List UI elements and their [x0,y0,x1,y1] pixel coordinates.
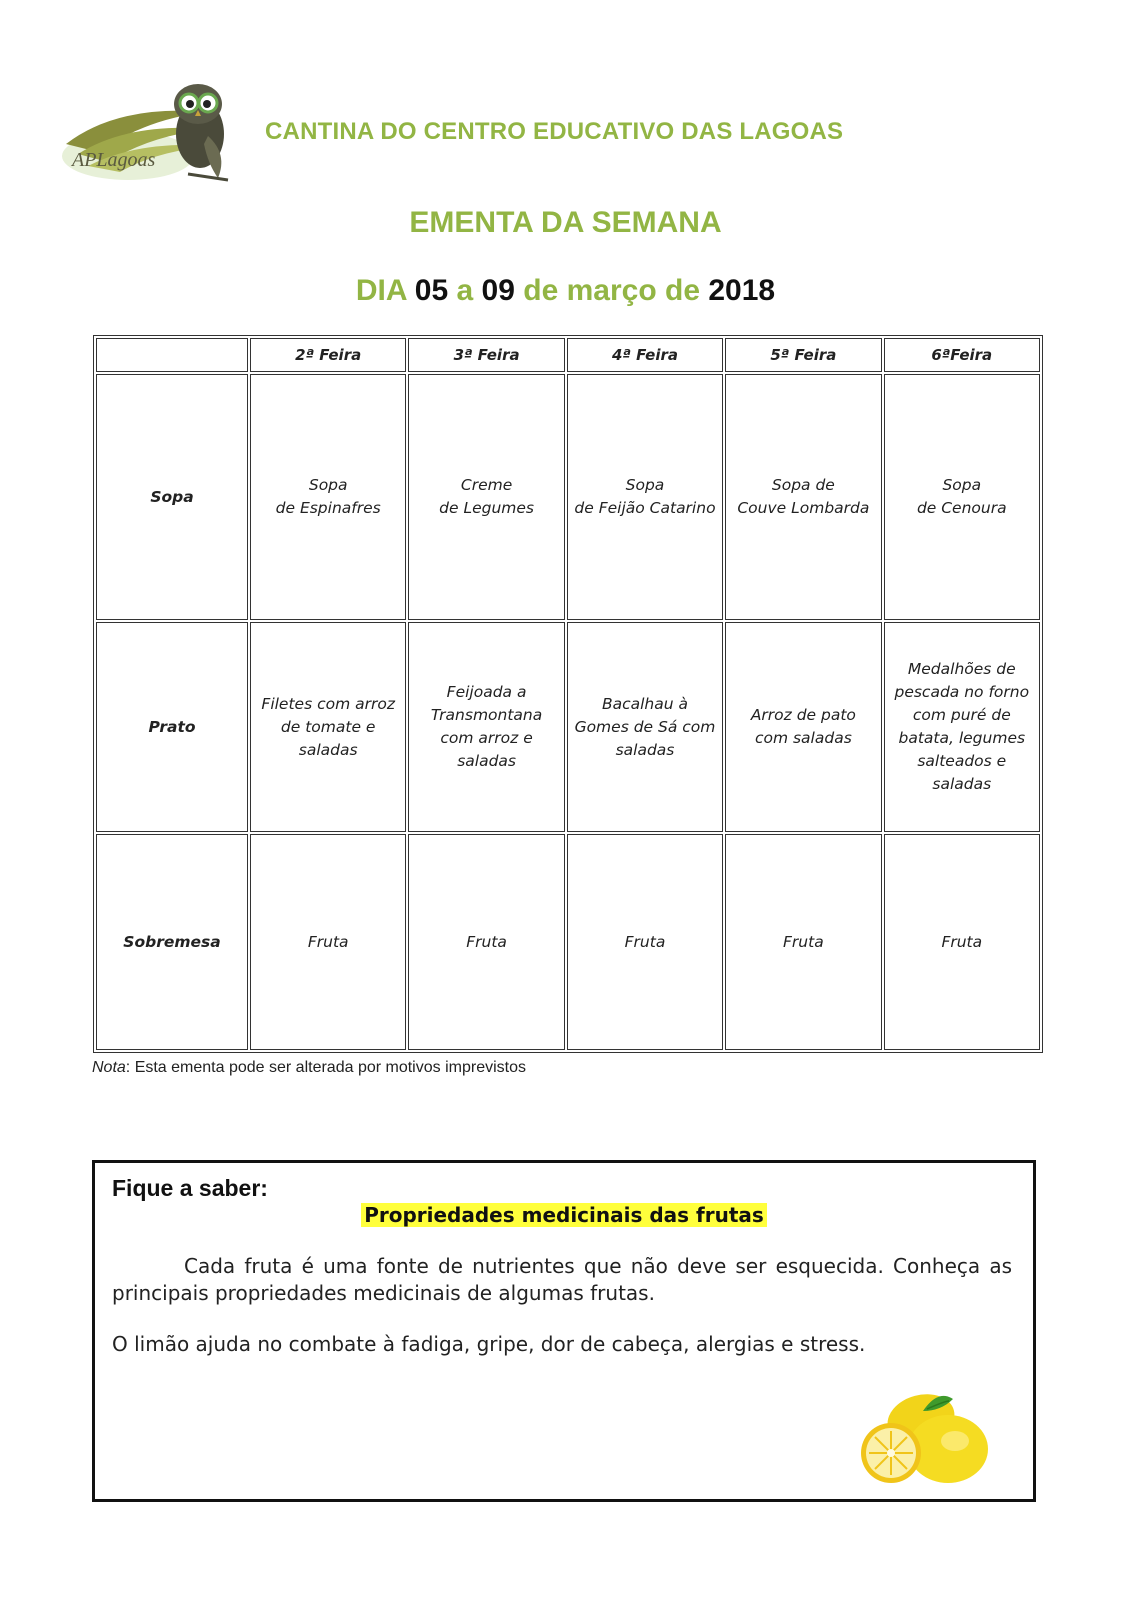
menu-title: EMENTA DA SEMANA [409,206,722,239]
date-month: de março de [523,274,700,307]
menu-cell [725,374,881,620]
cell-line: Sopa [942,476,982,494]
weekly-menu-table [93,335,1043,1053]
cell-line: Sopa de [771,476,835,494]
cell-line: Sopa [625,476,665,494]
menu-cell: Feijoada a Transmontana com arroz e saladas [408,622,564,832]
row-label: Sobremesa [96,834,248,1050]
menu-cell [250,374,406,620]
info-subtitle-wrap [95,1203,1033,1227]
note-text: : Esta ementa pode ser alterada por motivos imprevistos [125,1059,526,1076]
table-row-sobremesa [96,834,1040,1050]
date-dia: DIA [355,274,407,307]
info-box [92,1160,1036,1502]
menu-cell: Fruta [408,834,564,1050]
menu-cell: Fruta [884,834,1040,1050]
day-header: 3ª Feira [408,338,564,372]
menu-cell [567,374,723,620]
row-label: Prato [96,622,248,832]
table-header-row [96,338,1040,372]
info-heading: Fique a saber: [112,1175,268,1201]
table-row-sopa [96,374,1040,620]
lemon-image [853,1381,1003,1491]
day-header: 5ª Feira [725,338,881,372]
info-subtitle: Propriedades medicinais das frutas [361,1203,767,1227]
menu-cell: Medalhões de pescada no forno com puré de batata, legumes salteados e saladas [884,622,1040,832]
cell-line: de Espinafres [275,499,381,517]
cell-line: de Cenoura [916,499,1007,517]
menu-cell: Fruta [567,834,723,1050]
day-header: 6ªFeira [884,338,1040,372]
menu-cell: Bacalhau à Gomes de Sá com saladas [567,622,723,832]
logo-text: APLagoas [72,149,156,171]
cell-line: de Feijão Catarino [574,499,716,517]
date-end: 09 [481,274,515,307]
menu-cell [408,374,564,620]
date-start: 05 [414,274,449,307]
note [92,1059,526,1077]
note-label: Nota [92,1059,126,1076]
table-row-prato [96,622,1040,832]
date-a: a [456,274,474,307]
row-label: Sopa [96,374,248,620]
info-paragraph: O limão ajuda no combate à fadiga, gripe, dor de cabeça, alergias e stress. [112,1332,866,1356]
cell-line: de Legumes [439,499,535,517]
date-year: 2018 [708,274,776,307]
day-header: 2ª Feira [250,338,406,372]
school-name: CANTINA DO CENTRO EDUCATIVO DAS LAGOAS [265,118,844,145]
day-header: 4ª Feira [567,338,723,372]
menu-cell: Fruta [725,834,881,1050]
menu-cell: Arroz de pato com saladas [725,622,881,832]
menu-cell: Fruta [250,834,406,1050]
info-paragraph: Cada fruta é uma fonte de nutrientes que não deve ser esquecida. Conheça as principais propriedades medicinais de algumas frutas. [112,1254,1012,1305]
cell-line: Sopa [308,476,348,494]
cell-line: Creme [460,476,513,494]
menu-cell: Filetes com arroz de tomate e saladas [250,622,406,832]
cell-line: Couve Lombarda [737,499,870,517]
date-line [0,274,1131,308]
aplagoas-logo [58,74,238,192]
header-empty-cell [96,338,248,372]
menu-cell [884,374,1040,620]
